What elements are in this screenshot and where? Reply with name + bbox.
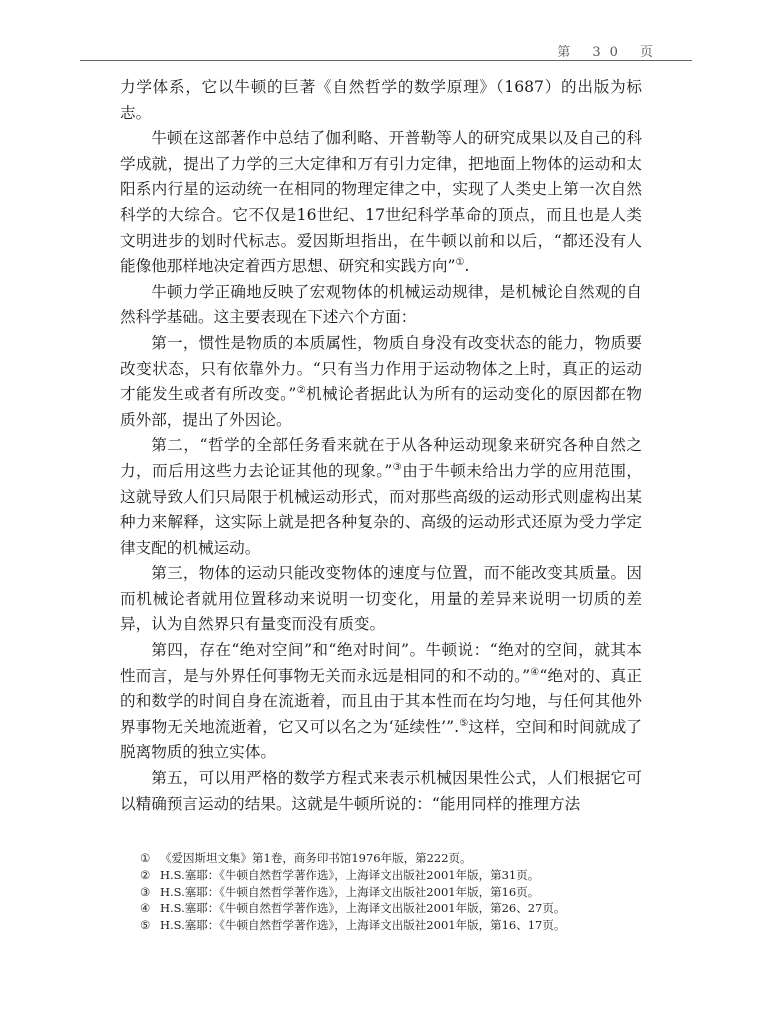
paragraph-8: 第五，可以用严格的数学方程式来表示机械因果性公式，人们根据它可以精确预言运动的结果。这就是牛顿所说的：“能用同样的推理方法 bbox=[120, 769, 642, 813]
header-divider bbox=[80, 60, 692, 61]
paragraph-7: 第四，存在“绝对空间”和“绝对时间”。牛顿说：“绝对的空间，就其本性而言，是与外界任何事物无关而永远是相同的和不动的。”④“绝对的、真正的和数学的时间自身在流逝着，而且由于其本性而在均匀地，与任何其他外界事物无关地流逝着，它又可以名之为‘延续性’”.⑤这样，空间和时间就成了脱离物质的独立实体。 bbox=[120, 641, 642, 762]
footnote: ③ H.S.塞耶：《牛顿自然哲学著作选》，上海译文出版社2001年版，第16页。 bbox=[140, 884, 540, 899]
footnote: ① 《爱因斯坦文集》第1卷，商务印书馆1976年版，第222页。 bbox=[140, 851, 472, 865]
footnote: ② H.S.塞耶：《牛顿自然哲学著作选》，上海译文出版社2001年版，第31页。 bbox=[140, 867, 540, 882]
paragraph-5: 第二，“哲学的全部任务看来就在于从各种运动现象来研究各种自然之力，而后用这些力去论证其他的现象。”③由于牛顿未给出力学的应用范围，这就导致人们只局限于机械运动形式，而对那些高级的运动形式则虚构出某种力来解释，这实际上就是把各种复杂的、高级的运动形式还原为受力学定律支配的机械运动。 bbox=[120, 436, 642, 557]
footnote-ref: ⑤ bbox=[459, 717, 469, 729]
page-number: 第 30 页 bbox=[557, 45, 662, 60]
footnote-ref: ③ bbox=[392, 461, 403, 473]
footnote-ref: ① bbox=[455, 256, 465, 268]
footnote-ref: ② bbox=[296, 384, 307, 396]
paragraph-4: 第一，惯性是物质的本质属性，物质自身没有改变状态的能力，物质要改变状态，只有依靠外力。“只有当力作用于运动物体之上时，真正的运动才能发生或者有所改变。”②机械论者据此认为所有的运动变化的原因都在物质外部，提出了外因论。 bbox=[120, 333, 642, 429]
body-text bbox=[120, 75, 642, 817]
footnotes bbox=[140, 850, 640, 934]
footnote-ref: ④ bbox=[530, 666, 540, 678]
footnote: ⑤ H.S.塞耶：《牛顿自然哲学著作选》，上海译文出版社2001年版，第16、17页。 bbox=[140, 918, 566, 933]
paragraph-1: 力学体系，它以牛顿的巨著《自然哲学的数学原理》（1687）的出版为标志。 bbox=[120, 78, 642, 122]
paragraph-6: 第三，物体的运动只能改变物体的速度与位置，而不能改变其质量。因而机械论者就用位置移动来说明一切变化，用量的差异来说明一切质的差异，认为自然界只有量变而没有质变。 bbox=[120, 564, 642, 634]
paragraph-2: 牛顿在这部著作中总结了伽利略、开普勒等人的研究成果以及自己的科学成就，提出了力学的三大定律和万有引力定律，把地面上物体的运动和太阳系内行星的运动统一在相同的物理定律之中，实现了人类史上第一次自然科学的大综合。它不仅是16世纪、17世纪科学革命的顶点，而且也是人类文明进步的划时代标志。爱因斯坦指出，在牛顿以前和以后，“都还没有人能像他那样地决定着西方思想、研究和实践方向”①. bbox=[120, 129, 642, 276]
paragraph-3: 牛顿力学正确地反映了宏观物体的机械运动规律，是机械论自然观的自然科学基础。这主要表现在下述六个方面： bbox=[120, 282, 642, 327]
footnote: ④ H.S.塞耶：《牛顿自然哲学著作选》，上海译文出版社2001年版，第26、27页。 bbox=[140, 901, 566, 916]
